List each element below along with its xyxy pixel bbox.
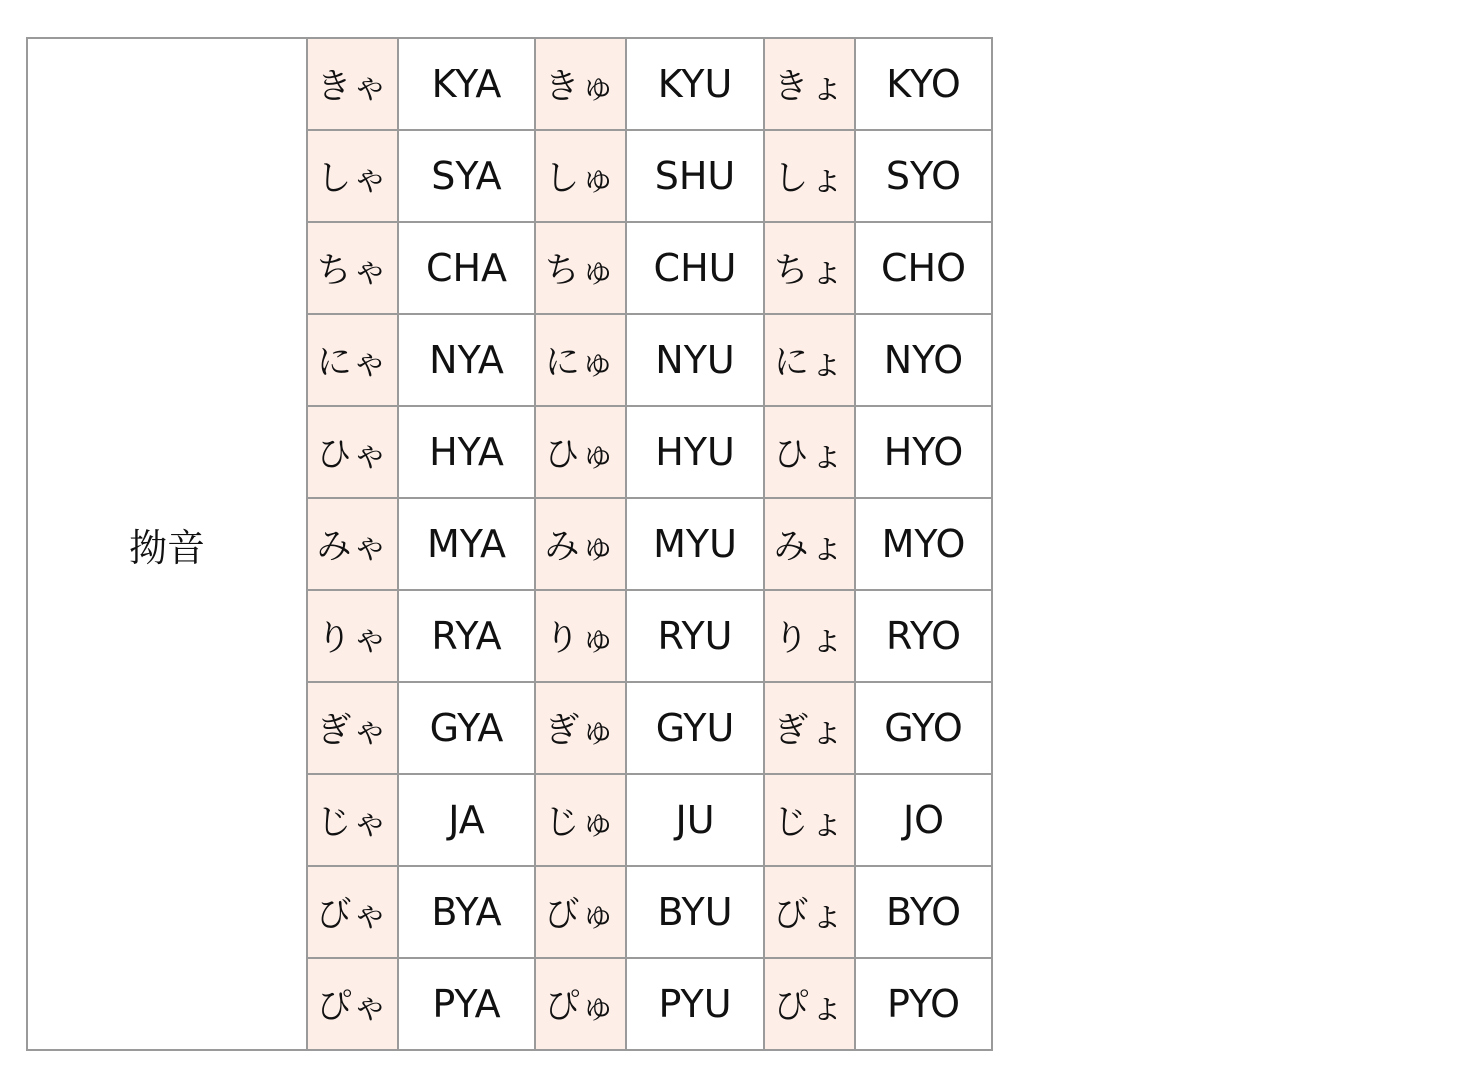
kana-cell: ぴゃ — [307, 958, 398, 1050]
kana-cell: ぴょ — [764, 958, 855, 1050]
romaji-cell: SYO — [855, 130, 992, 222]
romaji-cell: NYA — [398, 314, 535, 406]
romaji-cell: MYA — [398, 498, 535, 590]
romaji-cell: RYU — [626, 590, 764, 682]
romaji-cell: SYA — [398, 130, 535, 222]
romaji-cell: PYO — [855, 958, 992, 1050]
category-label: 拗音 — [27, 38, 307, 1050]
romaji-cell: MYO — [855, 498, 992, 590]
romaji-cell: KYO — [855, 38, 992, 130]
romaji-cell: GYA — [398, 682, 535, 774]
romaji-cell: PYU — [626, 958, 764, 1050]
kana-cell: りょ — [764, 590, 855, 682]
kana-cell: にょ — [764, 314, 855, 406]
romaji-cell: JO — [855, 774, 992, 866]
romaji-cell: BYO — [855, 866, 992, 958]
romaji-cell: NYO — [855, 314, 992, 406]
kana-cell: びゃ — [307, 866, 398, 958]
kana-cell: ひょ — [764, 406, 855, 498]
kana-cell: ぎょ — [764, 682, 855, 774]
romaji-cell: SHU — [626, 130, 764, 222]
kana-cell: にゃ — [307, 314, 398, 406]
romaji-cell: HYU — [626, 406, 764, 498]
romaji-cell: HYO — [855, 406, 992, 498]
kana-cell: ちゃ — [307, 222, 398, 314]
yoon-table-body — [27, 38, 992, 1050]
kana-cell: ひゅ — [535, 406, 626, 498]
kana-cell: ぴゅ — [535, 958, 626, 1050]
romaji-cell: CHA — [398, 222, 535, 314]
kana-cell: じゅ — [535, 774, 626, 866]
romaji-cell: GYU — [626, 682, 764, 774]
kana-cell: びゅ — [535, 866, 626, 958]
kana-cell: ちょ — [764, 222, 855, 314]
kana-cell: ちゅ — [535, 222, 626, 314]
romaji-cell: CHO — [855, 222, 992, 314]
kana-cell: びょ — [764, 866, 855, 958]
romaji-cell: GYO — [855, 682, 992, 774]
kana-cell: みゃ — [307, 498, 398, 590]
kana-cell: ひゃ — [307, 406, 398, 498]
romaji-cell: JU — [626, 774, 764, 866]
romaji-cell: CHU — [626, 222, 764, 314]
romaji-cell: BYU — [626, 866, 764, 958]
kana-cell: みゅ — [535, 498, 626, 590]
kana-cell: りゅ — [535, 590, 626, 682]
kana-cell: きょ — [764, 38, 855, 130]
romaji-cell: KYU — [626, 38, 764, 130]
table-row — [27, 38, 992, 130]
romaji-cell: MYU — [626, 498, 764, 590]
kana-cell: ぎゅ — [535, 682, 626, 774]
romaji-cell: JA — [398, 774, 535, 866]
kana-cell: きゃ — [307, 38, 398, 130]
kana-cell: しゃ — [307, 130, 398, 222]
kana-cell: しゅ — [535, 130, 626, 222]
kana-cell: しょ — [764, 130, 855, 222]
romaji-cell: BYA — [398, 866, 535, 958]
romaji-cell: NYU — [626, 314, 764, 406]
kana-cell: にゅ — [535, 314, 626, 406]
kana-cell: りゃ — [307, 590, 398, 682]
yoon-table — [26, 37, 993, 1051]
kana-cell: きゅ — [535, 38, 626, 130]
romaji-cell: RYA — [398, 590, 535, 682]
romaji-cell: KYA — [398, 38, 535, 130]
kana-cell: じょ — [764, 774, 855, 866]
kana-cell: ぎゃ — [307, 682, 398, 774]
romaji-cell: PYA — [398, 958, 535, 1050]
kana-cell: じゃ — [307, 774, 398, 866]
romaji-cell: RYO — [855, 590, 992, 682]
romaji-cell: HYA — [398, 406, 535, 498]
kana-cell: みょ — [764, 498, 855, 590]
